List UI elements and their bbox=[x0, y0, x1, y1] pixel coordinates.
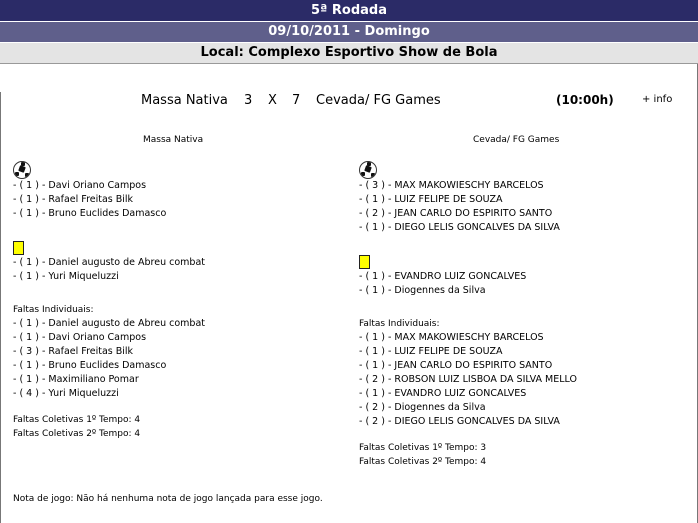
list-item: - ( 1 ) - Maximiliano Pomar bbox=[13, 374, 139, 385]
home-card-list bbox=[13, 256, 205, 284]
away-column-title: Cevada/ FG Games bbox=[473, 135, 560, 145]
list-item: - ( 1 ) - LUIZ FELIPE DE SOUZA bbox=[359, 194, 503, 205]
list-item: - ( 1 ) - Bruno Euclides Damasco bbox=[13, 208, 167, 219]
home-fouls bbox=[13, 303, 205, 401]
list-item: - ( 3 ) - Rafael Freitas Bilk bbox=[13, 346, 134, 357]
round-header: 5ª Rodada bbox=[0, 0, 698, 21]
date-header: 09/10/2011 - Domingo bbox=[0, 22, 698, 42]
match-time: (10:00h) bbox=[556, 93, 614, 107]
list-item: - ( 1 ) - Yuri Miqueluzzi bbox=[13, 271, 119, 282]
list-item: - ( 1 ) - DIEGO LELIS GONCALVES DA SILVA bbox=[359, 222, 560, 233]
team-fouls-second-half: Faltas Coletivas 2º Tempo: 4 bbox=[359, 457, 487, 467]
away-card-list bbox=[359, 270, 526, 298]
home-goals-section bbox=[13, 161, 31, 179]
away-team-fouls bbox=[359, 441, 486, 469]
list-item: - ( 2 ) - ROBSON LUIZ LISBOA DA SILVA MELLO bbox=[359, 374, 577, 385]
home-column-title: Massa Nativa bbox=[143, 135, 204, 145]
team-fouls-first-half: Faltas Coletivas 1º Tempo: 4 bbox=[13, 415, 141, 425]
list-item: - ( 1 ) - Diogennes da Silva bbox=[359, 285, 486, 296]
team-fouls-second-half: Faltas Coletivas 2º Tempo: 4 bbox=[13, 429, 141, 439]
away-cards-section bbox=[359, 255, 370, 269]
list-item: - ( 1 ) - EVANDRO LUIZ GONCALVES bbox=[359, 271, 527, 282]
list-item: - ( 1 ) - LUIZ FELIPE DE SOUZA bbox=[359, 346, 503, 357]
away-goals-section bbox=[359, 161, 377, 179]
away-goals: 7 bbox=[292, 93, 301, 108]
list-item: - ( 1 ) - Bruno Euclides Damasco bbox=[13, 360, 167, 371]
list-item: - ( 1 ) - Daniel augusto de Abreu combat bbox=[13, 257, 205, 268]
away-team-name: Cevada/ FG Games bbox=[316, 93, 441, 108]
soccer-ball-icon bbox=[13, 161, 31, 179]
home-cards-section bbox=[13, 241, 24, 255]
list-item: - ( 1 ) - MAX MAKOWIESCHY BARCELOS bbox=[359, 332, 544, 343]
list-item: - ( 1 ) - Daniel augusto de Abreu combat bbox=[13, 318, 205, 329]
left-border bbox=[0, 92, 1, 523]
home-goal-list bbox=[13, 179, 166, 221]
away-fouls bbox=[359, 317, 577, 429]
home-team-name: Massa Nativa bbox=[141, 93, 228, 108]
yellow-card-icon bbox=[13, 241, 24, 255]
list-item: - ( 2 ) - DIEGO LELIS GONCALVES DA SILVA bbox=[359, 416, 560, 427]
list-item: - ( 1 ) - EVANDRO LUIZ GONCALVES bbox=[359, 388, 527, 399]
soccer-ball-icon bbox=[359, 161, 377, 179]
list-item: - ( 1 ) - Davi Oriano Campos bbox=[13, 180, 147, 191]
away-goal-list bbox=[359, 179, 560, 235]
list-item: - ( 1 ) - Rafael Freitas Bilk bbox=[13, 194, 134, 205]
list-item: - ( 4 ) - Yuri Miqueluzzi bbox=[13, 388, 119, 399]
more-info-link[interactable]: + info bbox=[642, 94, 673, 105]
home-goals: 3 bbox=[244, 93, 253, 108]
match-note: Nota de jogo: Não há nenhuma nota de jogo lançada para esse jogo. bbox=[13, 494, 323, 504]
fouls-title: Faltas Individuais: bbox=[13, 305, 94, 315]
yellow-card-icon bbox=[359, 255, 370, 269]
list-item: - ( 1 ) - JEAN CARLO DO ESPIRITO SANTO bbox=[359, 360, 553, 371]
list-item: - ( 2 ) - JEAN CARLO DO ESPIRITO SANTO bbox=[359, 208, 553, 219]
team-fouls-first-half: Faltas Coletivas 1º Tempo: 3 bbox=[359, 443, 487, 453]
list-item: - ( 2 ) - Diogennes da Silva bbox=[359, 402, 486, 413]
venue-header: Local: Complexo Esportivo Show de Bola bbox=[0, 43, 698, 64]
score-separator: X bbox=[268, 93, 277, 108]
fouls-title: Faltas Individuais: bbox=[359, 319, 440, 329]
list-item: - ( 3 ) - MAX MAKOWIESCHY BARCELOS bbox=[359, 180, 544, 191]
home-team-fouls bbox=[13, 413, 140, 441]
list-item: - ( 1 ) - Davi Oriano Campos bbox=[13, 332, 147, 343]
